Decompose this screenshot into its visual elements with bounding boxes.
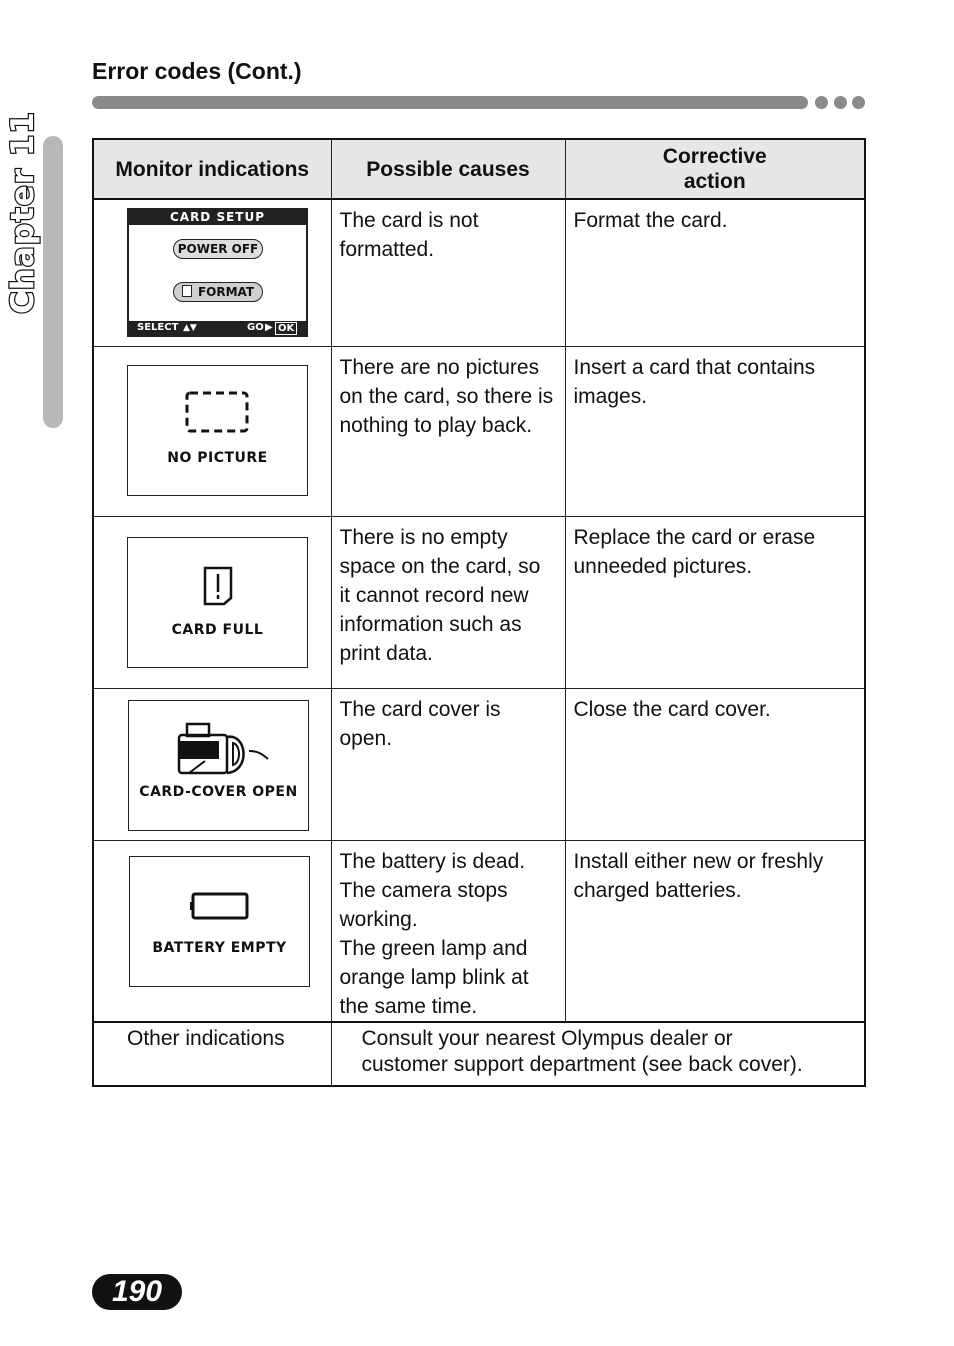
cause-line: The battery is dead. (339, 849, 526, 873)
corrective-action-cell: Close the card cover. (565, 688, 865, 840)
cause-line: The camera stops working. (339, 878, 508, 931)
title-divider-dot (834, 96, 847, 109)
power-off-option: POWER OFF (173, 239, 263, 259)
table-row (93, 199, 865, 346)
dashed-frame-icon (184, 390, 250, 434)
card-cover-open-label: CARD-COVER OPEN (139, 783, 298, 800)
no-picture-screen (127, 365, 308, 496)
card-setup-screen (127, 208, 308, 337)
format-option-label: FORMAT (197, 285, 255, 299)
go-arrow-icon: ▶ (265, 322, 273, 333)
possible-cause-cell (331, 840, 565, 1022)
page-number: 190 (92, 1274, 182, 1310)
monitor-indication-cell (93, 346, 331, 516)
header-corrective-action-line2: action (683, 170, 746, 193)
title-divider-bar (92, 96, 808, 109)
monitor-indication-cell (93, 199, 331, 346)
card-setup-title: CARD SETUP (129, 210, 306, 225)
select-label: SELECT (137, 322, 179, 333)
other-indications-line1: Consult your nearest Olympus dealer or (361, 1026, 733, 1050)
card-cover-open-screen (128, 700, 309, 831)
chapter-label: Chapter 11 (5, 111, 41, 314)
table-row (93, 1022, 865, 1086)
monitor-indication-cell (93, 688, 331, 840)
chapter-tab (43, 136, 63, 428)
header-corrective-action (565, 139, 865, 199)
header-possible-causes: Possible causes (331, 139, 565, 199)
corrective-action-cell: Install either new or freshly charged batteries. (565, 840, 865, 1022)
format-card-icon (182, 285, 192, 297)
table-row (93, 516, 865, 688)
card-full-label: CARD FULL (171, 621, 264, 638)
corrective-action-cell: Replace the card or erase unneeded pictures. (565, 516, 865, 688)
cause-line: The green lamp and orange lamp blink at the same time. (339, 936, 529, 1018)
no-picture-label: NO PICTURE (167, 449, 268, 466)
section-title: Error codes (Cont.) (92, 58, 302, 84)
camera-card-cover-icon (175, 721, 271, 779)
header-corrective-action-line1: Corrective (662, 145, 767, 168)
format-option (173, 282, 263, 302)
card-full-screen (127, 537, 308, 668)
monitor-indication-cell (93, 516, 331, 688)
go-label: GO (247, 322, 264, 333)
monitor-indication-cell (93, 840, 331, 1022)
corrective-action-cell: Insert a card that contains images. (565, 346, 865, 516)
ok-label: OK (275, 322, 297, 335)
battery-empty-label: BATTERY EMPTY (152, 939, 287, 956)
error-codes-table (92, 138, 866, 1087)
other-indications-label: Other indications (93, 1022, 331, 1086)
table-row (93, 688, 865, 840)
card-setup-footer (129, 321, 306, 335)
possible-cause-cell: There is no empty space on the card, so it cannot record new information such as print data. (331, 516, 565, 688)
other-indications-text (331, 1022, 865, 1086)
battery-empty-icon (190, 891, 250, 921)
card-full-icon (202, 565, 234, 607)
possible-cause-cell: There are no pictures on the card, so there is nothing to play back. (331, 346, 565, 516)
other-indications-line2: customer support department (see back cover). (361, 1052, 803, 1076)
table-row (93, 840, 865, 1022)
table-row (93, 346, 865, 516)
title-divider-dot (852, 96, 865, 109)
battery-empty-screen (129, 856, 310, 987)
corrective-action-cell: Format the card. (565, 199, 865, 346)
select-arrows-icon: ▲▼ (183, 323, 197, 333)
title-divider-dot (815, 96, 828, 109)
possible-cause-cell: The card cover is open. (331, 688, 565, 840)
table-header-row (93, 139, 865, 199)
possible-cause-cell: The card is not formatted. (331, 199, 565, 346)
header-monitor-indications: Monitor indications (93, 139, 331, 199)
